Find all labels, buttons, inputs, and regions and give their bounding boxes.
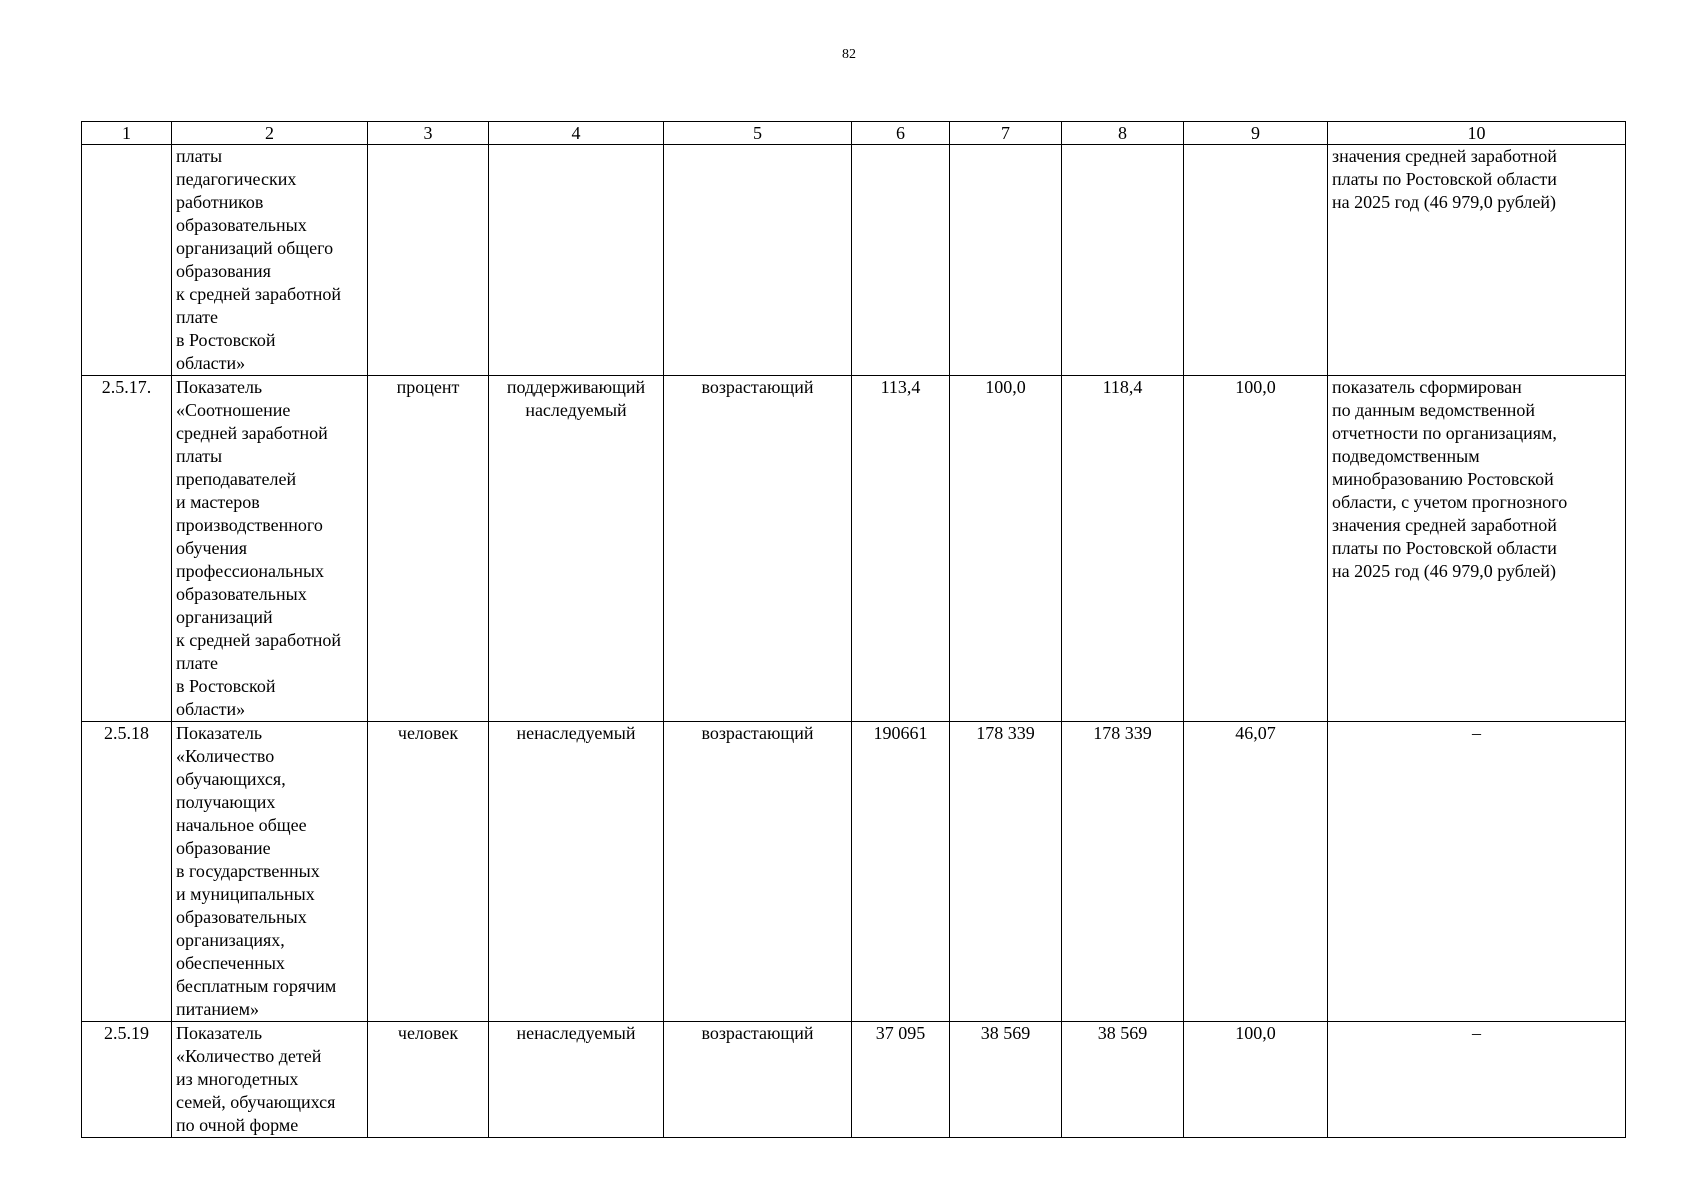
- value-cell: [852, 145, 950, 376]
- table-row: [82, 722, 1626, 1022]
- value-cell: 190661: [852, 722, 950, 1022]
- note-cell: показатель сформирован по данным ведомственной отчетности по организациям, подведомственным минобразованию Ростовской области, с учетом прогнозного значения средней заработной платы по Ростовской области на 2025 год (46 979,0 рублей): [1328, 376, 1626, 722]
- value-cell: 100,0: [950, 376, 1062, 722]
- header-cell: 4: [489, 122, 664, 145]
- trend-cell: возрастающий: [664, 376, 852, 722]
- value-cell: 118,4: [1062, 376, 1184, 722]
- trend-cell: [664, 145, 852, 376]
- header-cell: 10: [1328, 122, 1626, 145]
- header-cell: 3: [368, 122, 489, 145]
- trend-cell: возрастающий: [664, 722, 852, 1022]
- indicator-name: Показатель «Количество детей из многодетных семей, обучающихся по очной форме: [172, 1022, 368, 1138]
- indicator-name: платы педагогических работников образовательных организаций общего образования к средней заработной плате в Ростовской области»: [172, 145, 368, 376]
- value-cell: 113,4: [852, 376, 950, 722]
- note-cell: значения средней заработной платы по Ростовской области на 2025 год (46 979,0 рублей): [1328, 145, 1626, 376]
- value-cell: 178 339: [950, 722, 1062, 1022]
- note-cell: –: [1328, 1022, 1626, 1138]
- header-cell: 1: [82, 122, 172, 145]
- table-row: [82, 376, 1626, 722]
- header-row: [82, 122, 1626, 145]
- header-cell: 5: [664, 122, 852, 145]
- value-cell: 37 095: [852, 1022, 950, 1138]
- type-cell: [489, 145, 664, 376]
- type-cell: ненаследуемый: [489, 1022, 664, 1138]
- row-number: 2.5.19: [82, 1022, 172, 1138]
- page-number: 82: [842, 47, 856, 62]
- row-number: 2.5.17.: [82, 376, 172, 722]
- unit-cell: [368, 145, 489, 376]
- value-cell: 38 569: [950, 1022, 1062, 1138]
- unit-cell: процент: [368, 376, 489, 722]
- note-cell: –: [1328, 722, 1626, 1022]
- value-cell: [1062, 145, 1184, 376]
- header-cell: 8: [1062, 122, 1184, 145]
- type-cell: ненаследуемый: [489, 722, 664, 1022]
- indicator-name: Показатель «Количество обучающихся, получающих начальное общее образование в государственных и муниципальных образовательных организациях, обеспеченных бесплатным горячим питанием»: [172, 722, 368, 1022]
- value-cell: 178 339: [1062, 722, 1184, 1022]
- value-cell: [1184, 145, 1328, 376]
- header-cell: 6: [852, 122, 950, 145]
- header-cell: 7: [950, 122, 1062, 145]
- trend-cell: возрастающий: [664, 1022, 852, 1138]
- value-cell: 46,07: [1184, 722, 1328, 1022]
- header-cell: 2: [172, 122, 368, 145]
- table-row: [82, 1022, 1626, 1138]
- value-cell: [950, 145, 1062, 376]
- value-cell: 100,0: [1184, 1022, 1328, 1138]
- header-cell: 9: [1184, 122, 1328, 145]
- value-cell: 100,0: [1184, 376, 1328, 722]
- unit-cell: человек: [368, 722, 489, 1022]
- row-number: 2.5.18: [82, 722, 172, 1022]
- indicators-table: [81, 121, 1626, 1138]
- indicator-name: Показатель «Соотношение средней заработной платы преподавателей и мастеров производственного обучения профессиональных образовательных организаций к средней заработной плате в Ростовской области»: [172, 376, 368, 722]
- row-number: [82, 145, 172, 376]
- unit-cell: человек: [368, 1022, 489, 1138]
- value-cell: 38 569: [1062, 1022, 1184, 1138]
- type-cell: поддерживающий наследуемый: [489, 376, 664, 722]
- table-row: [82, 145, 1626, 376]
